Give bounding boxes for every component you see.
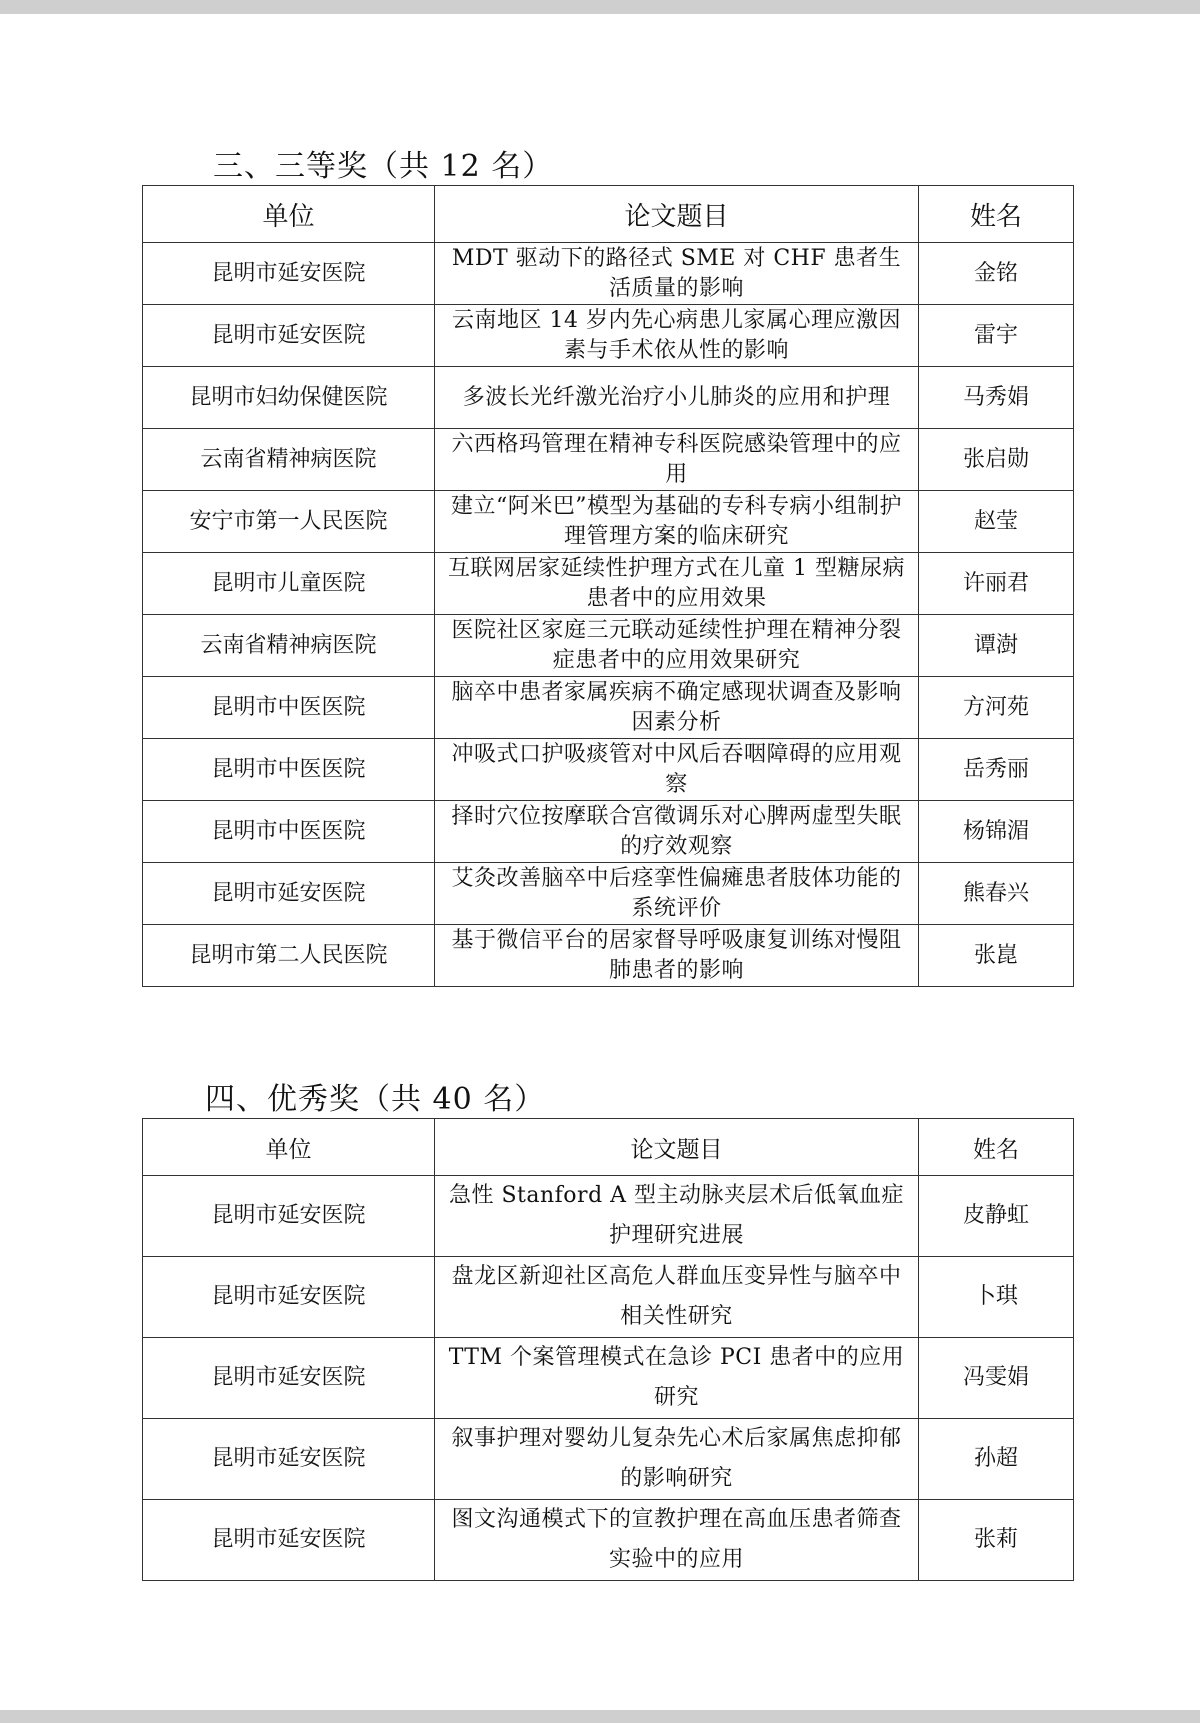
cell-title: 互联网居家延续性护理方式在儿童 1 型糖尿病患者中的应用效果 [435, 553, 919, 615]
cell-unit: 昆明市延安医院 [143, 1338, 435, 1419]
cell-title: 艾灸改善脑卒中后痉挛性偏瘫患者肢体功能的系统评价 [435, 863, 919, 925]
cell-unit: 云南省精神病医院 [143, 615, 435, 677]
cell-unit: 昆明市中医医院 [143, 801, 435, 863]
table-row [143, 925, 1074, 987]
cell-title: TTM 个案管理模式在急诊 PCI 患者中的应用研究 [435, 1338, 919, 1419]
cell-title: 盘龙区新迎社区高危人群血压变异性与脑卒中相关性研究 [435, 1257, 919, 1338]
cell-title: 医院社区家庭三元联动延续性护理在精神分裂症患者中的应用效果研究 [435, 615, 919, 677]
table-row [143, 243, 1074, 305]
bottom-border-bar [0, 1710, 1200, 1723]
cell-title: 急性 Stanford A 型主动脉夹层术后低氧血症护理研究进展 [435, 1176, 919, 1257]
cell-unit: 昆明市中医医院 [143, 739, 435, 801]
table-row [143, 739, 1074, 801]
table-row [143, 491, 1074, 553]
table-row [143, 305, 1074, 367]
table-row [143, 367, 1074, 429]
top-border-bar [0, 0, 1200, 14]
cell-name: 许丽君 [919, 553, 1074, 615]
table-row [143, 1500, 1074, 1581]
cell-name: 赵莹 [919, 491, 1074, 553]
table-row [143, 1257, 1074, 1338]
table-row [143, 801, 1074, 863]
cell-title: 基于微信平台的居家督导呼吸康复训练对慢阻肺患者的影响 [435, 925, 919, 987]
cell-unit: 昆明市第二人民医院 [143, 925, 435, 987]
column-header-name: 姓名 [919, 1119, 1074, 1176]
table-row [143, 677, 1074, 739]
cell-title: 叙事护理对婴幼儿复杂先心术后家属焦虑抑郁的影响研究 [435, 1419, 919, 1500]
table-row [143, 615, 1074, 677]
table-row [143, 553, 1074, 615]
cell-title: 择时穴位按摩联合宫徵调乐对心脾两虚型失眠的疗效观察 [435, 801, 919, 863]
cell-title: 建立“阿米巴”模型为基础的专科专病小组制护理管理方案的临床研究 [435, 491, 919, 553]
cell-title: 脑卒中患者家属疾病不确定感现状调查及影响因素分析 [435, 677, 919, 739]
cell-title: 云南地区 14 岁内先心病患儿家属心理应激因素与手术依从性的影响 [435, 305, 919, 367]
cell-unit: 昆明市妇幼保健医院 [143, 367, 435, 429]
cell-unit: 昆明市延安医院 [143, 863, 435, 925]
cell-name: 杨锦湄 [919, 801, 1074, 863]
third-prize-table [142, 185, 1074, 987]
cell-name: 马秀娟 [919, 367, 1074, 429]
cell-name: 张崑 [919, 925, 1074, 987]
section-title-third-prize: 三、三等奖（共 12 名） [213, 149, 554, 184]
cell-unit: 昆明市延安医院 [143, 305, 435, 367]
cell-name: 金铭 [919, 243, 1074, 305]
excellence-award-table [142, 1118, 1074, 1581]
cell-unit: 昆明市延安医院 [143, 243, 435, 305]
cell-name: 雷宇 [919, 305, 1074, 367]
cell-unit: 昆明市儿童医院 [143, 553, 435, 615]
column-header-unit: 单位 [143, 1119, 435, 1176]
cell-unit: 昆明市延安医院 [143, 1500, 435, 1581]
column-header-name: 姓名 [919, 186, 1074, 243]
cell-title: 冲吸式口护吸痰管对中风后吞咽障碍的应用观察 [435, 739, 919, 801]
column-header-title: 论文题目 [435, 1119, 919, 1176]
cell-unit: 安宁市第一人民医院 [143, 491, 435, 553]
cell-title: 多波长光纤激光治疗小儿肺炎的应用和护理 [435, 367, 919, 429]
cell-title: MDT 驱动下的路径式 SME 对 CHF 患者生活质量的影响 [435, 243, 919, 305]
table-row [143, 1338, 1074, 1419]
cell-name: 岳秀丽 [919, 739, 1074, 801]
cell-name: 熊春兴 [919, 863, 1074, 925]
cell-title: 六西格玛管理在精神专科医院感染管理中的应用 [435, 429, 919, 491]
table-row [143, 429, 1074, 491]
cell-name: 张莉 [919, 1500, 1074, 1581]
column-header-title: 论文题目 [435, 186, 919, 243]
cell-name: 张启勋 [919, 429, 1074, 491]
column-header-unit: 单位 [143, 186, 435, 243]
cell-name: 冯雯娟 [919, 1338, 1074, 1419]
table-header-row [143, 186, 1074, 243]
cell-unit: 昆明市延安医院 [143, 1176, 435, 1257]
cell-unit: 昆明市延安医院 [143, 1257, 435, 1338]
cell-title: 图文沟通模式下的宣教护理在高血压患者筛查实验中的应用 [435, 1500, 919, 1581]
table-row [143, 863, 1074, 925]
cell-unit: 昆明市延安医院 [143, 1419, 435, 1500]
table-header-row [143, 1119, 1074, 1176]
cell-name: 皮静虹 [919, 1176, 1074, 1257]
cell-unit: 云南省精神病医院 [143, 429, 435, 491]
cell-name: 卜琪 [919, 1257, 1074, 1338]
cell-name: 孙超 [919, 1419, 1074, 1500]
section-title-excellence-award: 四、优秀奖（共 40 名） [205, 1082, 546, 1117]
table-row [143, 1419, 1074, 1500]
table-row [143, 1176, 1074, 1257]
cell-unit: 昆明市中医医院 [143, 677, 435, 739]
cell-name: 谭澍 [919, 615, 1074, 677]
cell-name: 方河苑 [919, 677, 1074, 739]
